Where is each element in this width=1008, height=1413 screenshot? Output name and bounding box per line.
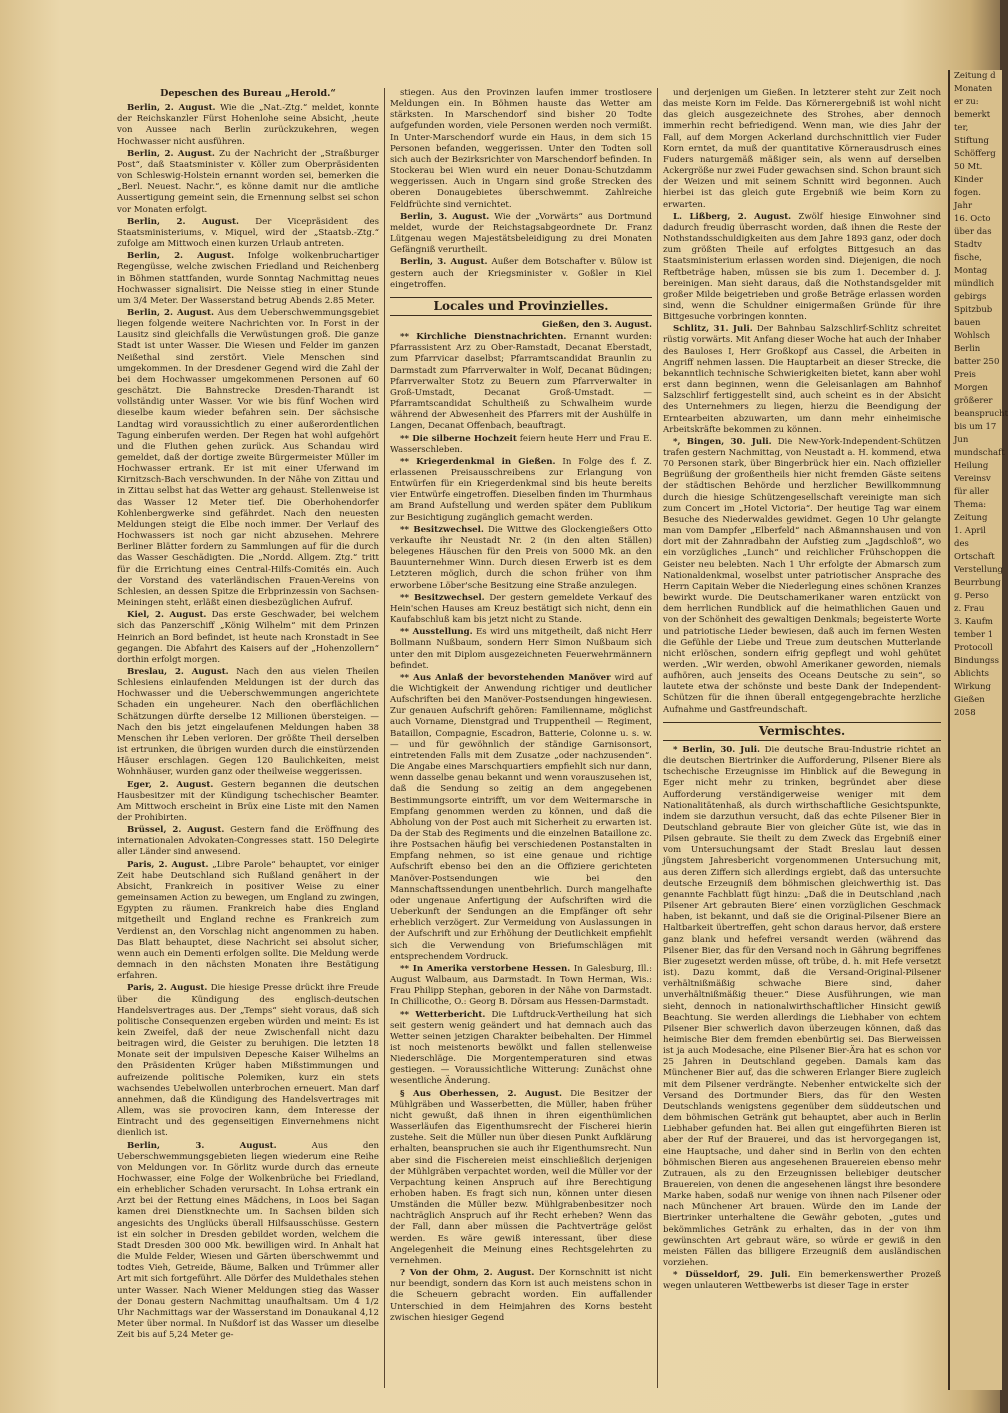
- adjacent-page-line: Berlin: [954, 344, 981, 354]
- article-text: Zwölf hiesige Einwohner sind dadurch freudig überrascht worden, daß ihnen die Reste der Nothstandsschuldigkeiten aus dem Jahre 1893 ganz, oder doch zum größten Theile auf erfolgtes Bittgesuch an das Staatsministerium erlassen worden sind. Diejenigen, die noch Reftbeträge haben, müssen sie bis zum 1. December d. J. bereinigen. Man sieht daraus, daß die Nothstandsgelder mit großer Milde beigetrieben und große Beträge erlassen worden sind, wenn die Schuldner einigermaßen Gründe für ihre Bittgesuche vorbringen konnten.: [663, 211, 941, 323]
- adjacent-page-line: bis um 17: [954, 422, 997, 432]
- article-dateline: Berlin, 3. August.: [400, 211, 490, 222]
- column-3-top-articles: [663, 88, 941, 716]
- article-dateline: Berlin, 3. August.: [400, 257, 488, 268]
- adjacent-page-line: bemerkt: [954, 110, 991, 120]
- adjacent-page-line: Spitzbub: [954, 305, 993, 315]
- article-dateline: Berlin, 2. August.: [127, 216, 239, 227]
- adjacent-page-line: Bindungss: [954, 656, 999, 666]
- article-text: Nach den aus vielen Theilen Schlesiens einlaufenden Meldungen ist der durch das Hochwasser und die Ueberschwemmungen angerichtete Schaden ein ungeheurer. Nach den oberflächlichen Schätzungen dürfte derselbe 12 Millionen übersteigen. — Nach den bis jetzt eingelaufenen Meldungen haben 38 Menschen ihr Leben verloren. Der größte Theil derselben ist ertrunken, die übrigen wurden durch die einstürzenden Häuser erschlagen. Gegen 120 Baulichkeiten, meist Wohnhäuser, wurden ganz oder theilweise weggerissen.: [117, 666, 380, 778]
- article-paragraph: [390, 88, 652, 211]
- article-dateline: ** In Amerika verstorbene Hessen.: [400, 963, 571, 974]
- column-divider-1: [384, 88, 385, 1388]
- adjacent-page-line: mündlich: [954, 279, 995, 289]
- article-paragraph: [117, 825, 379, 858]
- article-dateline: L. Lißberg, 2. August.: [673, 211, 792, 222]
- column-1: [117, 88, 379, 1388]
- article-dateline: ** Ausstellung.: [400, 627, 473, 638]
- article-paragraph: [663, 745, 941, 1269]
- article-text: Es wird uns mitgetheilt, daß nicht Herr Bollmann Nußbaum, sondern Herr Simon Nußbaum sich unter den mit Diplom ausgezeichneten Feuerwehrmännern befindet.: [390, 627, 652, 671]
- adjacent-page-line: fische,: [954, 253, 982, 263]
- article-paragraph: [117, 667, 379, 779]
- adjacent-page-line: fogen.: [954, 188, 981, 198]
- article-text: und derjenigen um Gießen. In letzterer steht zur Zeit noch das meiste Korn im Felde. Das Körnerergebniß ist wohl nicht das gleich ausgezeichnete des Strohes, aber dennoch immerhin recht befriedigend. Wenn man, wie dies Jahr der Fall, auf dem Morgen Ackerland durchschnittlich vier Fuder Korn erntet, da muß der quantitative Körnerausdrusch eines Fuders naturgemäß mäßiger sein, als wenn auf derselben Ackergröße nur zwei Fuder gewachsen sind. Schon braunt sich der Weizen und mit seinem Schnitt wird begonnen. Auch hierbei ist das gleich gute Ergebniß wie beim Korn zu erwarten.: [663, 88, 941, 210]
- adjacent-page-line: Morgen: [954, 383, 988, 393]
- article-dateline: ** Kriegerdenkmal in Gießen.: [400, 456, 556, 467]
- adjacent-page-line: 1. April: [954, 526, 986, 536]
- adjacent-page-line: Stiftung: [954, 136, 989, 146]
- adjacent-page-line: Wirkung: [954, 682, 991, 692]
- article-dateline: ** Besitzwechsel.: [400, 524, 484, 535]
- adjacent-page-line: Stadtv: [954, 240, 982, 250]
- adjacent-page-line: Gießen: [954, 695, 985, 705]
- article-dateline: Eger, 2. August.: [127, 779, 214, 790]
- article-paragraph: [390, 627, 652, 672]
- article-paragraph: [663, 324, 941, 436]
- article-text: Gestern fand die Eröffnung des internationalen Advokaten-Congresses statt. 150 Delegirte aller Länder sind anwesend.: [117, 825, 379, 858]
- adjacent-page-line: Beurrbung: [954, 578, 1001, 588]
- column-2-articles: [390, 332, 652, 1324]
- column-2: [390, 88, 652, 1388]
- article-dateline: Brüssel, 2. August.: [127, 825, 225, 836]
- adjacent-page-line: 50 Mt.: [954, 162, 983, 172]
- article-dateline: ** Die silberne Hochzeit: [400, 433, 517, 444]
- article-dateline: Berlin, 3. August.: [127, 1140, 277, 1151]
- article-text: „Libre Parole“ behauptet, vor einiger Zeit habe Deutschland sich Rußland genähert in der Absicht, Frankreich in positiver Weise zu einer gemeinsamen Action zu bewegen, um England zu zwingen, Egypten zu räumen. Frankreich habe dies England mitgetheilt und England rechne es Frankreich zum Verdienst an, den Vorschlag nicht angenommen zu haben. Das Blatt behauptet, diese Nachricht sei absolut sicher, wenn auch ein Dementi erfolgen sollte. Die Meldung werde demnach in den nächsten Monaten ihre Bestätigung erfahren.: [117, 859, 380, 982]
- adjacent-page-line: des: [954, 539, 969, 549]
- article-text: In Folge des f. Z. erlassenen Preisausschreibens zur Erlangung von Entwürfen für ein Kriegerdenkmal sind bis heute bereits vier Entwürfe eingetroffen. Dieselben finden im Thurmhaus am Brand Aufstellung und werden später dem Publikum zur Besichtigung zugänglich gemacht werden.: [390, 456, 652, 523]
- article-text: Zu der Nachricht der „Straßburger Post“, daß Staatsminister v. Köller zum Oberpräsidenten von Schleswig-Holstein ernannt worden sei, bemerken die „Berl. Neuest. Nachr.“, es könne damit nur die amtliche Aussertigung gemeint sein, die Ernennung selbst sei schon vor Monaten erfolgt.: [117, 148, 380, 215]
- adjacent-page-line: Jahr: [954, 201, 973, 211]
- adjacent-page-line: für aller: [954, 487, 989, 497]
- adjacent-page-line: er zu:: [954, 97, 979, 107]
- article-text: Wie der „Vorwärts“ aus Dortmund meldet, wurde der Reichstagsabgeordnete Dr. Franz Lütgenau wegen Majestätsbeleidigung zu drei Monaten Gefängniß verurtheilt.: [390, 211, 652, 256]
- article-paragraph: [117, 217, 379, 250]
- article-paragraph: [117, 983, 379, 1139]
- article-paragraph: [390, 525, 652, 592]
- adjacent-page-line: batter 250: [954, 357, 1000, 367]
- article-paragraph: [390, 212, 652, 257]
- article-dateline: Paris, 2. August.: [127, 983, 208, 994]
- article-paragraph: [663, 437, 941, 716]
- article-dateline: Berlin, 2. August.: [127, 307, 214, 318]
- article-paragraph: [390, 1010, 652, 1088]
- article-text: feiern heute Herr und Frau E. Wasserschleben.: [390, 433, 653, 455]
- adjacent-page-line: größerer: [954, 396, 993, 406]
- article-text: Ein bemerkenswerther Prozeß wegen unlauteren Wettbewerbs ist dieser Tage in erster: [663, 1270, 941, 1292]
- adjacent-page-line: 3. Kaufm: [954, 617, 993, 627]
- article-text: Der Kornschnitt ist nicht nur beendigt, sondern das Korn ist auch meistens schon in die Scheuern gebracht worden. Ein auffallender Unterschied in dem Heimjahren des Korns besteht zwischen hiesiger Gegend: [390, 1268, 653, 1323]
- article-text: Die deutsche Brau-Industrie richtet an die deutschen Biertrinker die Aufforderung, Pilsener Biere als tschechische Erzeugnisse im Hinblick auf die Bewegung in Eger nicht mehr zu trinken, begründet aber diese Aufforderung verständigerweise weniger mit dem Nationalitätenhaß, als durch wirthschaftliche Gesichtspunkte, indem sie darzuthun versucht, daß das echte Pilsener Bier in Deutschland gebraute Bier von gleicher Güte ist, wie das in Pilsen gebraute. Sie theilt zu dem Zweck das Ergebniß einer vom Untersuchungsamt der Stadt Breslau laut dessen jüngstem Jahresbericht vorgenommenen Untersuchung mit, aus deren Ziffern sich allerdings ergiebt, daß das untersuchte deutsche Erzeugniß dem böhmischen gleichwerthig ist. Das genannte Fachblatt fügt hinzu: „Daß die in Deutschland ‚nach Pilsener Art gebrauten Biere‘ einen vorzüglichen Geschmack haben, ist bekannt, und daß sie die Original-Pilsener Biere an Haltbarkeit übertreffen, geht schon daraus hervor, daß erstere ganz blank und hefefrei versandt werden (während das Pilsener Bier, das für den Versand noch in Gährung begriffenes Bier zugesetzt werden müsse, oft trübe, d. h. mit Hefe versetzt ist). Dazu kommt, daß die Versand-Original-Pilsener verhältnißmäßig schwache Biere sind, daher unverhältnißmäßig theuer.“ Diese Ausführungen, wie man sieht, dennoch in nationalwirthschaftlicher Hinsicht gewiß Beachtung. Sie werden allerdings die Liebhaber von echtem Pilsener Bier schwerlich davon überzeugen können, daß das heimische Bier dem fremden ebenbürtig sei. Das Bierweissen ist ja auch Modesache, eine Pilsener Bier-Ära hat es schon vor 25 Jahren in Deutschland gegeben. Damals kam das Münchener Bier auf, das die schweren Erlanger Biere zugleich mit dem Pilsener verdrängte. Nebenher entwickelte sich der Versand des Dortmunder Biers, das für den Westen Deutschlands wenigstens gegenüber dem süddeutschen und dem böhmischen Getränk gut behauptet, aber auch in Berlin Liebhaber gefunden hat. Bei allen gut eingeführten Bieren ist aber der Ruf der Brauerei, und das ist hervorgegangen ist, eine Hauptsache, und daher sind in Berlin von den echten böhmischen Bieren aus angesehenen Brauereien ebenso mehr Zutrauen, als zu den Erzeugnissen beliebiger deutscher Brauereien, von denen die angesehenen längst ihre besondere Marke haben, sodaß nur wenige von ihnen nach Pilsener oder nach Münchener Art brauen. Würde den im Lande der Biertrinker unterhaltene die Gewähr geboten, „gutes und bekömmliches Getränk zu erhalten, das in der von ihm gewünschten Art gebraut wäre, so würde er gewiß in den meisten Fällen das billigere Erzeugniß dem ausländischen vorziehen.: [663, 744, 941, 1269]
- article-paragraph: [390, 593, 652, 626]
- adjacent-page-line: Wohlsch: [954, 331, 991, 341]
- adjacent-page-line: Zeitung d: [954, 71, 996, 81]
- article-text: Die Luftdruck-Vertheilung hat sich seit gestern wenig geändert und hat demnach auch das Wetter seinen jetzigen Charakter beibehalten. Der Himmel ist noch meistenorts bewölkt und fallen stellenweise Niederschläge. Die Morgentemperaturen sind etwas gestiegen. — Voraussichtliche Witterung: Zunächst ohne wesentliche Änderung.: [390, 1009, 653, 1087]
- article-paragraph: [390, 434, 652, 456]
- article-paragraph: [117, 780, 379, 825]
- article-dateline: ** Kirchliche Dienstnachrichten.: [400, 332, 567, 343]
- column-divider-2: [657, 88, 658, 1388]
- article-dateline: Paris, 2. August.: [127, 859, 209, 870]
- article-text: Das erste Geschwader, bei welchem sich das Panzerschiff „König Wilhelm“ mit dem Prinzen Heinrich an Bord befindet, ist heute nach Kronstadt in See gegangen. Die Abfahrt des Kaisers auf der „Hohenzollern“ dorthin erfolgt morgen.: [117, 610, 379, 665]
- article-dateline: Kiel, 2. August.: [127, 610, 207, 621]
- article-text: Der Vicepräsident des Staatsministeriums, v. Miquel, wird der „Staatsb.-Ztg.“ zufolge am Mittwoch einen kurzen Urlaub antreten.: [117, 216, 379, 250]
- adjacent-page-line: 2058: [954, 708, 976, 718]
- article-text: Gestern begannen die deutschen Hausbesitzer mit der Kündigung tschechischer Beamter. Am Mittwoch erscheint in Brüx eine Liste mit den Namen der Prohibirten.: [117, 779, 379, 823]
- column-3: [663, 88, 941, 1388]
- article-paragraph: [390, 1089, 652, 1268]
- adjacent-page-line: Monaten: [954, 84, 993, 94]
- adjacent-page-line: ter,: [954, 123, 969, 133]
- adjacent-page-line: Jun: [954, 435, 969, 445]
- article-paragraph: [390, 1268, 652, 1324]
- article-text: wird auf die Wichtigkeit der Anwendung richtiger und deutlicher Aufschriften bei den Manöver-Postsendungen hingewiesen. Zur genauen Aufschrift gehören: Familienname, möglichst auch Vorname, Dienstgrad und Truppentheil — Regiment, Bataillon, Compagnie, Escadron, Batterie, Colonne u. s. w. — und für gewöhnlich der ständige Garnisonsort, eintretenden Falls mit dem Zusatze „oder nachzusenden“. Die Angabe eines Marschquartiers empfiehlt sich nur dann, wenn dasselbe genau bekannt und wenn vorauszusehen ist, daß die Sendung so zeitig an dem angegebenen Bestimmungsorte eintrifft, um vor dem Weitermarsche in Empfang genommen werden zu können, und daß die Abholung von der Post auch mit Sicherheit zu erwarten ist. Da der Stab des Regiments und die einzelnen Bataillone zc. ihre Postsachen häufig bei verschiedenen Postanstalten in Empfang nehmen, so ist eine genaue und richtige Aufschrift ebenso bei den an die Offiziere gerichteten Manöver-Postsendungen wie bei den Mannschaftssendungen unentbehrlich. Durch mangelhafte oder ungenaue Anfertigung der Aufschriften wird die Ueberkunft der Sendungen an die Empfänger oft sehr erheblich verzögert. Zur Vermeidung von Auslassungen in der Aufschrift und zur Erhöhung der Deutlichkeit empfiehlt sich die Verwendung von Briefumschlägen mit entsprechendem Vordruck.: [390, 672, 652, 962]
- adjacent-page-line: Zeitung: [954, 513, 988, 523]
- adjacent-page-line: gebirgs: [954, 292, 987, 302]
- article-text: Aus dem Ueberschwemmungsgebiet liegen folgende weitere Nachrichten vor. In Forst in der Lausitz sind gleichfalls die Verwüstungen groß. Die ganze Stadt ist unter Wasser. Die Wiesen und Felder im ganzen Neißethal sind zerstört. Viele Menschen sind umgekommen. In der Dresdener Gegend wird die Zahl der bei dem Hochwasser umgekommenen Personen auf 60 geschätzt. Die Bahnstrecke Dresden-Tharandt ist vollständig unter Wasser. Vor wie bis fünf Wochen wird dieselbe kaum wieder befahren sein. Der sächsische Landtag wird voraussichtlich zu einer außerordentlichen Tagung einberufen werden. Der Regen hat wohl aufgehört und die Fluthen gehen zurück. Aus Schandau wird gemeldet, daß der dortige zweite Bürgermeister Müller im Hochwasser ertrank. Er ist mit einer Uferwand im Kirnitzsch-Bach verschwunden. In der Nähe von Zittau und in Zittau selbst hat das Wetter arg gehaust. Stellenweise ist das Wasser 12 Meter tief. Die Oberhohendorfer Kohlenbergwerke sind gefährdet. Nach den neuesten Meldungen steigt die Elbe noch immer. Der Verlauf des Hochwassers ist noch gar nicht abzusehen. Mehrere Berliner Blätter fordern zu Sammlungen auf für die durch das Wasser Geschädigten. Die „Nordd. Allgem. Ztg.“ tritt für die Errichtung eines Central-Hilfs-Comités ein. Auch der Vorstand des vaterländischen Frauen-Vereins von Schlesien, an dessen Spitze die Erbprinzessin von Sachsen-Meiningen steht, erläßt einen diesbezüglichen Aufruf.: [117, 307, 379, 609]
- article-text: Infolge wolkenbruchartiger Regengüsse, welche zwischen Friedland und Reichenberg in Böhmen stattfanden, wurde Sonntag Nachmittag neues Hochwasser signalisirt. Die Neisse stieg in einer Stunde um 3/4 Meter. Der Wasserstand betrug Abends 2.85 Meter.: [117, 251, 380, 306]
- article-paragraph: [117, 1141, 379, 1342]
- article-text: Ernannt wurden: Pfarrassistent Arz zu Ober-Ramstadt, Decanat Eberstadt, zum Pfarrvicar daselbst; Pfarramtscandidat Braunlin zu Darmstadt zum Pfarrverwalter in Wolf, Decanat Büdingen; Pfarrverwalter Stotz zu Beuern zum Pfarrverwalter in Groß-Umstadt, Decanat Groß-Umstadt. — Pfarramtscandidat Schultheiß zu Schwalheim wurde während der Abwesenheit des Pfarrers mit der Aushülfe in Langen, Decanat Offenbach, beauftragt.: [390, 332, 653, 432]
- adjacent-page-line: über das: [954, 227, 992, 237]
- article-dateline: Schlitz, 31. Juli.: [673, 324, 753, 335]
- column-2-top-articles: [390, 88, 652, 291]
- adjacent-page-strip: [948, 70, 1008, 1390]
- article-paragraph: [663, 88, 941, 211]
- section-heading-locales: Locales und Provinzielles.: [390, 297, 652, 316]
- dispatch-heading: Depeschen des Bureau „Herold.“: [160, 88, 336, 99]
- article-text: stiegen. Aus den Provinzen laufen immer trostlosere Meldungen ein. In Böhmen hauste das Wetter am stärksten. In Marschendorf sind bisher 20 Todte aufgefunden worden, viele Personen werden noch vermißt. In Unter-Marschendorf wurde ein Haus, in dem sich 15 Personen befanden, weggerissen. Unter den Todten soll sich auch der Bezirksrichter von Marschendorf befinden. In Stockerau bei Wien wurd ein neuer Donau-Schutzdamm weggerissen. Auch in Ungarn sind große Strecken des oberen Donaugebietes überschwemmt. Zahlreiche Feldfrüchte sind vernichtet.: [390, 88, 652, 210]
- article-dateline: Breslau, 2. August.: [127, 666, 229, 677]
- adjacent-page-line: beansprucht: [954, 409, 1008, 419]
- article-dateline: Berlin, 2. August.: [127, 251, 235, 262]
- article-paragraph: [117, 308, 379, 609]
- article-paragraph: [390, 964, 652, 1009]
- article-dateline: ** Besitzwechsel.: [400, 592, 485, 603]
- adjacent-page-line: z. Frau: [954, 604, 985, 614]
- article-dateline: * Düsseldorf, 29. Juli.: [673, 1270, 791, 1281]
- article-paragraph: [117, 251, 379, 307]
- article-dateline: Berlin, 2. August.: [127, 148, 215, 159]
- article-text: Die Besitzer der Mühlgräben und Wasserbetten, die Müller, haben früher nicht gewußt, daß ihnen in ihren eigenthümlichen Wasserläufen das Eigenthumsrecht der Fischerei hierin zustehe. Seit die Müller nun über diesen Punkt Aufklärung erhalten, beanspruchen sie auch ihr Eigenthumsrecht. Nun aber sind die Fischereien meist einschließlich derjenigen der Mühlgräben verpachtet worden, weil die Müller vor der Verpachtung keinen Anspruch auf ihre Berechtigung erhoben haben. Es fragt sich nun, können unter diesen Umständen die Müller bezw. Mühlgrabenbesitzer noch nachträglich Anspruch auf ihr Recht erheben? Wenn das der Fall, dann aber müssen die Pachtverträge gelöst werden. Es wäre gewiß interessant, über diese Angelegenheit die Meinung eines Rechtsgelehrten zu vernehmen.: [390, 1088, 653, 1266]
- article-paragraph: [117, 149, 379, 216]
- column-3-bottom-articles: [663, 745, 941, 1293]
- adjacent-page-line: Protocoll: [954, 643, 993, 653]
- article-text: Die New-York-Independent-Schützen trafen gestern Nachmittag, von Neustadt a. H. kommend, etwa 70 Personen stark, über Bingerbrück hier ein. Nach offizieller Begrüßung der großentheils hier nicht fremden Gäste seitens der städtischen Behörde und herzlicher Bewillkommnung durch die hiesige Schützengesellschaft vereinigte man sich zum Concert im „Hotel Victoria“. Der heutige Tag war einem Besuche des Niederwaldes gewidmet. Gegen 10 Uhr gelangte man vom Dampfer „Elberfeld“ nach Aßmannshausen und von dort mit der Zahnradbahn der Aufstieg zum „Jagdschloß“, wo ein vorzügliches „Lunch“ und reichlicher Frühschoppen die Geister neu belebten. Nach 1 Uhr erfolgte der Abmarsch zum Nationaldenkmal, woselbst unter patriotischer Ansprache des Herrn Capitain Weber die Niederlegung eines schönen Kranzes bewirkt wurde. Die Deutschamerikaner waren entzückt von dem herrlichen Rundblick auf die heimathlichen Gauen und von der Schönheit des gewaltigen Denkmals; begeisterte Worte und patriotische Lieder bewiesen, daß auch im fernen Westen die Gefühle der Liebe und Treue zum deutschen Mutterlande nicht erlöschen, sondern eifrig gepflegt und wohl gehütet werden. „Wir werden, obwohl Amerikaner geworden, niemals aufhören, auch jenseits des Oceans Deutsche zu sein“, so lautete etwa der schönste und beste Dank der Independent-Schützen für die ihnen überall entgegengebrachte herzliche Aufnahme und Gastfreundschaft.: [663, 436, 941, 715]
- article-paragraph: [390, 673, 652, 963]
- article-text: Der gestern gemeldete Verkauf des Hein'schen Hauses am Kreuz bestätigt sich nicht, denn ein Kaufabschluß kam bis jetzt nicht zu Stande.: [390, 592, 653, 626]
- section-heading-vermischtes: Vermischtes.: [663, 722, 941, 741]
- adjacent-page-line: mundschaft: [954, 448, 1005, 458]
- adjacent-page-line: bauen: [954, 318, 981, 328]
- article-paragraph: [390, 457, 652, 524]
- article-dateline: ** Aus Anlaß der bevorstehenden Manöver: [400, 672, 611, 683]
- adjacent-page-line: Thema:: [954, 500, 987, 510]
- adjacent-page-line: Ortschaft: [954, 552, 995, 562]
- dateline: Gießen, den 3. August.: [542, 319, 652, 330]
- article-dateline: *, Bingen, 30. Juli.: [673, 436, 772, 447]
- article-paragraph: [117, 860, 379, 983]
- adjacent-page-line: Vereinsv: [954, 474, 991, 484]
- article-text: Die hiesige Presse drückt ihre Freude über die Kündigung des englisch-deutschen Handelsvertrages aus. Der „Temps“ sieht voraus, daß sich politische Consequenzen ergeben würden und meint: Es ist kein Zweifel, daß der neue Zwischenfall nicht dazu beitragen wird, die Geister zu beruhigen. Die letzten 18 Monate seit der impulsiven Depesche Kaiser Wilhelms an den Präsidenten Krüger haben Mißstimmungen und aufreizende politische Polemiken, kurz ein stets wachsendes Uebelwollen unterbrochen erneuert. Man darf annehmen, daß die Kündigung des Handelsvertrages mit Allem, was sie provociren kann, dem Interesse der Eintracht und des gegenseitigen Einvernehmens nicht dienlich ist.: [117, 983, 379, 1139]
- article-paragraph: [663, 1270, 941, 1292]
- article-text: Die Wittwe des Glockengießers Otto verkaufte ihr Neustadt Nr. 2 (in den alten Ställen) belegenes Häuschen für den Preis von 5000 Mk. an den Bauunternehmer Winn. Durch diesen Erwerb ist es dem Letzteren möglich, durch die schon früher von ihm erworbene Löber'sche Besitzung eine Straße anzulegen.: [390, 524, 653, 591]
- adjacent-page-line: Kinder: [954, 175, 984, 185]
- adjacent-page-line: Schöfferg: [954, 149, 996, 159]
- article-dateline: Berlin, 2. August.: [127, 103, 216, 114]
- adjacent-page-line: 16. Octo: [954, 214, 991, 224]
- adjacent-page-line: Verstellung: [954, 565, 1004, 575]
- article-paragraph: [117, 103, 379, 148]
- article-text: Außer dem Botschafter v. Bülow ist gestern auch der Kriegsminister v. Goßler in Kiel eingetroffen.: [390, 257, 652, 290]
- article-dateline: § Aus Oberhessen, 2. August.: [400, 1088, 562, 1099]
- adjacent-page-line: Heilung: [954, 461, 989, 471]
- adjacent-page-line: g. Perso: [954, 591, 989, 601]
- article-paragraph: [390, 257, 652, 290]
- adjacent-page-line: Preis: [954, 370, 976, 380]
- article-text: Aus den Ueberschwemmungsgebieten liegen wiederum eine Reihe von Meldungen vor. In Görlitz wurde durch das erneute Hochwasser, eine Folge der Wolkenbrüche bei Friedland, ein erheblicher Schaden verursacht. In Lohsa ertrank ein Arzt bei der Rettung eines Mädchens, in Loos bei Sagan kamen drei Dienstknechte um. In Sachsen bilden sich angesichts des Unglücks überall Hilfsausschüsse. Gestern ist ein solcher in Dresden gebildet worden, welchem die Stadt Dresden 300 000 Mk. bewilligen wird. In Anhalt hat die Mulde Felder, Wiesen und Gärten überschwemmt und todtes Vieh, Getreide, Bäume, Balken und Trümmer aller Art mit sich fortgeführt. Alle Dörfer des Muldethales stehen unter Wasser. Nach Wiener Meldungen stieg das Wasser der Donau gestern Nachmittag unaufhaltsam. Um 4 1/2 Uhr Nachmittags war der Wasserstand im Donaukanal 4,12 Meter über normal. In Nußdorf ist das Wasser um dieselbe Zeit bis auf 5,24 Meter ge-: [117, 1140, 379, 1341]
- adjacent-page-line: tember 1: [954, 630, 994, 640]
- article-paragraph: [390, 332, 652, 432]
- article-text: Wie die „Nat.-Ztg.“ meldet, konnte der Reichskanzler Fürst Hohenlohe seine Absicht, ‚heute von Aussee nach Berlin zurückzukehren, wegen Hochwasser nicht ausführen.: [117, 103, 379, 147]
- column-1-articles: [117, 103, 379, 1341]
- article-paragraph: [117, 610, 379, 666]
- article-text: In Galesburg, Ill.: August Walbaum, aus Darmstadt. In Town Herman, Wis.: Frau Philipp Stephan, geboren in der Nähe von Darmstadt. In Chillicothe, O.: Georg B. Dörsam aus Hessen-Darmstadt.: [390, 963, 652, 1008]
- article-dateline: * Berlin, 30. Juli.: [673, 744, 761, 755]
- article-dateline: ** Wetterbericht.: [400, 1009, 486, 1020]
- article-text: Der Bahnbau Salzschlirf-Schlitz schreitet rüstig vorwärts. Mit Anfang dieser Woche hat auch der Inhaber des Bauloses I, Herr Großkopf aus Cassel, die Arbeiten in Angriff nehmen lassen. Die Hauptarbeit an dieser Strecke, die bekanntlich technische Schwierigkeiten bietet, kann aber wohl erst dann beginnen, wenn die Geleisanlagen am Bahnhof Salzschlirf fertiggestellt sind, auch scheint es in der Absicht des Unternehmers zu liegen, hierzu die Beendigung der Erntearbeiten abzuwarten, um dann mehr einheimische Arbeitskräfte bekommen zu können.: [663, 324, 942, 435]
- adjacent-page-line: Ablichts: [954, 669, 990, 679]
- article-dateline: ? Von der Ohm, 2. August.: [400, 1268, 535, 1279]
- article-paragraph: [663, 212, 941, 324]
- adjacent-page-line: Montag: [954, 266, 988, 276]
